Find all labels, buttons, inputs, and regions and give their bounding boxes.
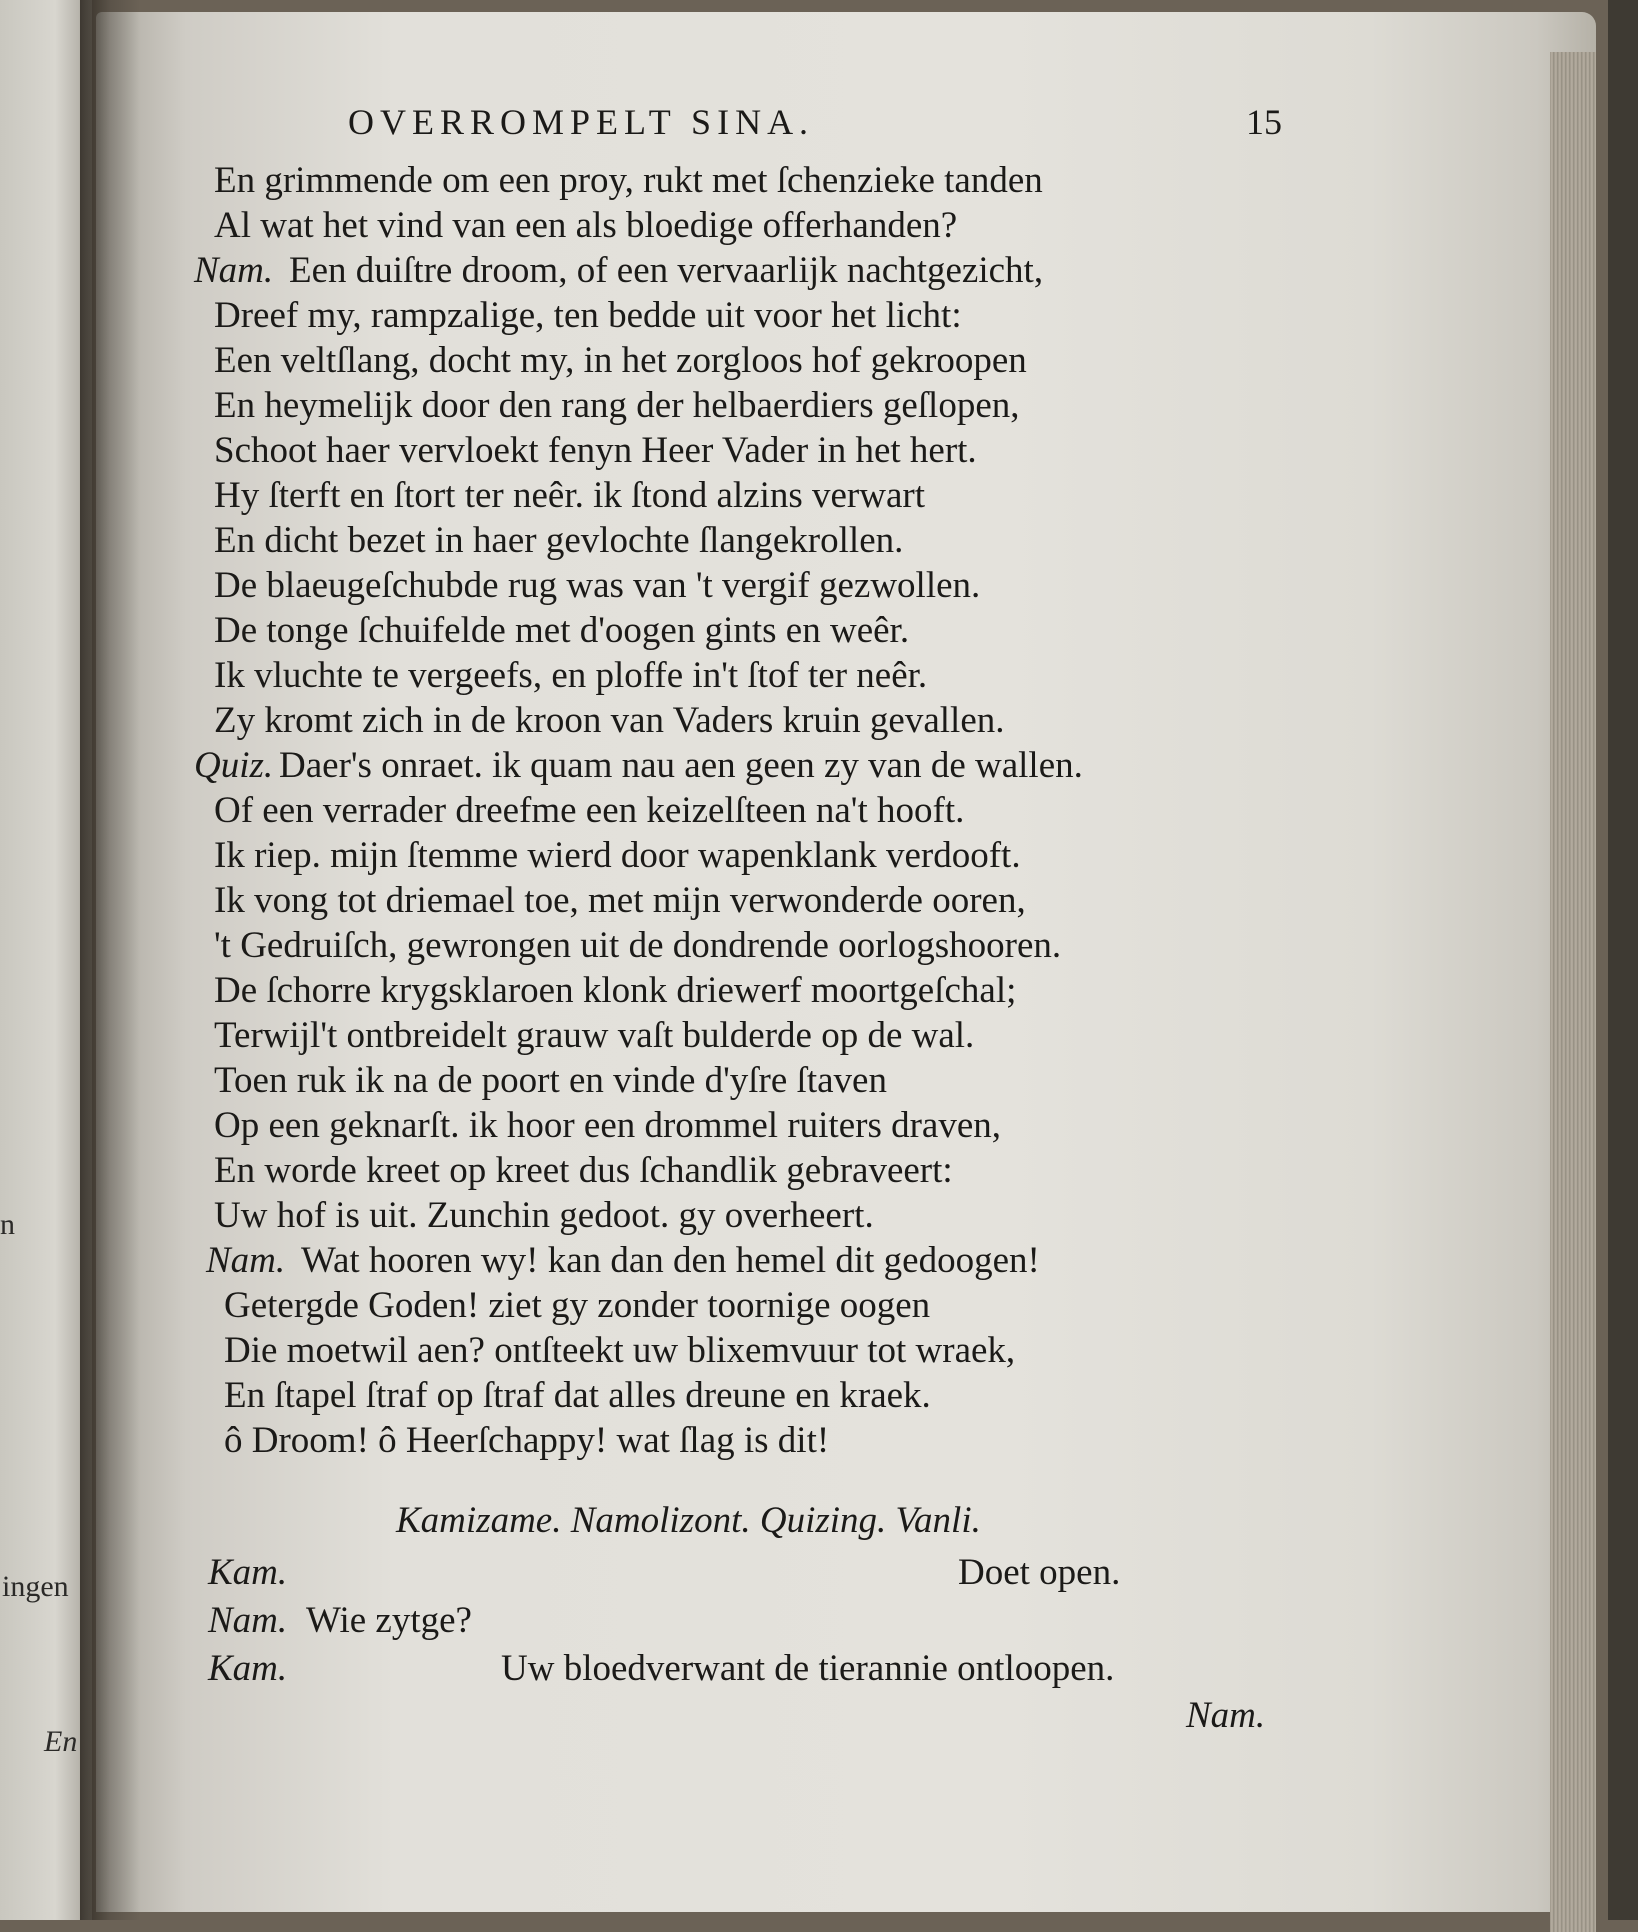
verse-line: En dicht bezet in haer gevlochte ſlangekrollen. [214, 520, 904, 561]
verse-line: En grimmende om een proy, rukt met ſchenzieke tanden [214, 160, 1043, 201]
verse-line: Dreef my, rampzalige, ten bedde uit voor het licht: [214, 295, 962, 336]
left-page-fragment: En [44, 1725, 78, 1758]
left-facing-page [0, 0, 92, 1920]
verse-line: Al wat het vind van een als bloedige offerhanden? [214, 205, 958, 246]
verse-line: Of een verrader dreefme een keizelſteen na't hooft. [214, 790, 965, 831]
running-title: OVERROMPELT SINA. [348, 102, 815, 142]
verse-line: 't Gedruiſch, gewrongen uit de dondrende oorlogshooren. [214, 925, 1062, 966]
verse-line: Een duiſtre droom, of een vervaarlijk nachtgezicht, [289, 250, 1044, 291]
verse-line: Toen ruk ik na de poort en vinde d'yſre ſtaven [214, 1060, 887, 1101]
dialogue-line: Doet open. [958, 1552, 1121, 1593]
book-cover-edge [1608, 0, 1638, 1920]
verse-line: Terwijl't ontbreidelt grauw vaſt bulderde op de wal. [214, 1015, 975, 1056]
verse-line: Uw hof is uit. Zunchin gedoot. gy overheert. [214, 1195, 874, 1236]
verse-line: En ſtapel ſtraf op ſtraf dat alles dreune en kraek. [224, 1375, 931, 1416]
verse-line: Ik riep. mijn ſtemme wierd door wapenklank verdooft. [214, 835, 1021, 876]
left-page-fragment: n [0, 1208, 15, 1241]
verse-line: Ik vong tot driemael toe, met mijn verwonderde ooren, [214, 880, 1026, 921]
verse-line: Zy kromt zich in de kroon van Vaders kruin gevallen. [214, 700, 1005, 741]
speaker-label: Nam. [206, 1240, 286, 1281]
verse-line: De tonge ſchuifelde met d'oogen gints en weêr. [214, 610, 910, 651]
verse-line: Daer's onraet. ik quam nau aen geen zy van de wallen. [279, 745, 1083, 786]
book-gutter [80, 0, 140, 1920]
book-page [96, 12, 1596, 1912]
dialogue-line: Wie zytge? [306, 1600, 472, 1641]
verse-line: En heymelijk door den rang der helbaerdiers geſlopen, [214, 385, 1020, 426]
catchword: Nam. [1186, 1695, 1266, 1736]
verse-line: Getergde Goden! ziet gy zonder toornige oogen [224, 1285, 931, 1326]
left-page-fragment: ingen [2, 1570, 69, 1603]
verse-line: Een veltſlang, docht my, in het zorgloos hof gekroopen [214, 340, 1027, 381]
verse-line: De blaeugeſchubde rug was van 't vergif gezwollen. [214, 565, 981, 606]
verse-line: En worde kreet op kreet dus ſchandlik gebraveert: [214, 1150, 953, 1191]
verse-line: Die moetwil aen? ontſteekt uw blixemvuur tot wraek, [224, 1330, 1016, 1371]
page-number: 15 [1246, 102, 1282, 142]
speaker-label: Kam. [208, 1648, 288, 1689]
verse-line: Schoot haer vervloekt fenyn Heer Vader in het hert. [214, 430, 977, 471]
verse-line: Ik vluchte te vergeefs, en ploffe in't ſtof ter neêr. [214, 655, 928, 696]
speaker-label: Quiz. [194, 745, 274, 786]
speaker-label: Nam. [194, 250, 274, 291]
page-edges [1550, 52, 1596, 1932]
verse-line: ô Droom! ô Heerſchappy! wat ſlag is dit! [224, 1420, 830, 1461]
verse-line: De ſchorre krygsklaroen klonk driewerf moortgeſchal; [214, 970, 1017, 1011]
verse-line: Hy ſterft en ſtort ter neêr. ik ſtond alzins verwart [214, 475, 925, 516]
verse-line: Op een geknarſt. ik hoor een drommel ruiters draven, [214, 1105, 1002, 1146]
verse-line: Wat hooren wy! kan dan den hemel dit gedoogen! [301, 1240, 1040, 1281]
speaker-label: Kam. [208, 1552, 288, 1593]
speaker-label: Nam. [208, 1600, 288, 1641]
scene-heading: Kamizame. Namolizont. Quizing. Vanli. [396, 1500, 981, 1541]
dialogue-line: Uw bloedverwant de tierannie ontloopen. [501, 1648, 1115, 1689]
